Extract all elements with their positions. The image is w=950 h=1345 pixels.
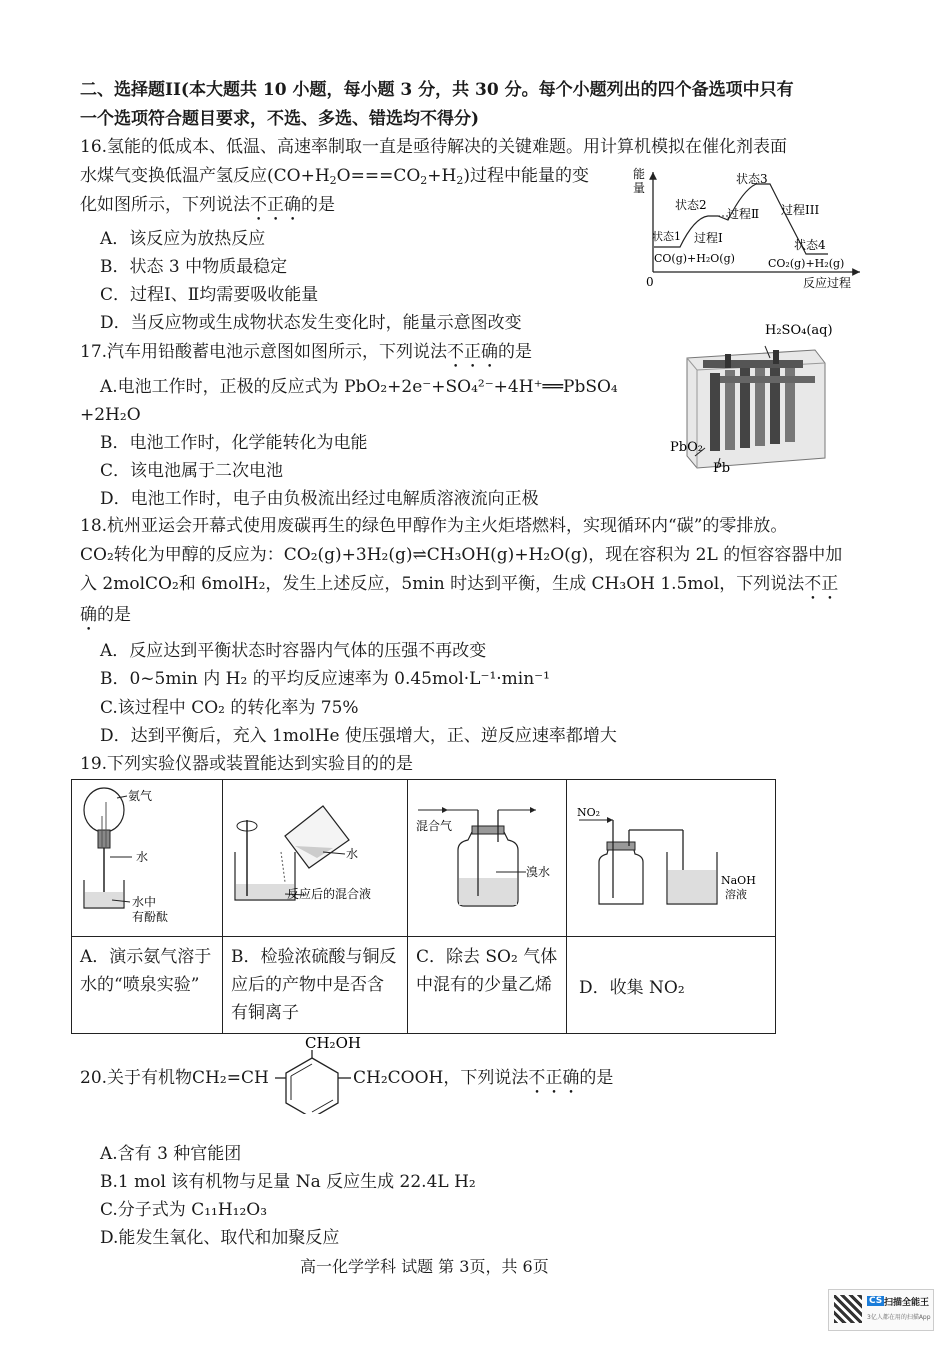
caption-b: B．检验浓硫酸与铜反应后的产物中是否含有铜离子 (231, 947, 397, 1023)
phen-label-1: 水中 (132, 895, 157, 909)
products-label: CO₂(g)+H₂(g) (768, 257, 845, 270)
caption-d: D．收集 NO₂ (579, 978, 685, 998)
q19-apparatus-table (71, 779, 776, 1034)
q16-stem-line3: 化如图所示，下列说法不正确的是 (80, 195, 335, 215)
ch2cooh-group: CH₂COOH (353, 1068, 444, 1088)
q20-option-c: C.分子式为 C₁₁H₁₂O₃ (100, 1200, 268, 1220)
water-label: 水 (136, 850, 149, 864)
scanner-watermark (828, 1289, 934, 1331)
reactants-label: CO(g)+H₂O(g) (654, 252, 735, 265)
q20-stem-left: 20.关于有机物CH₂=CH (80, 1068, 269, 1088)
caption-c-cell (408, 937, 567, 1034)
section-header-line1: 二、选择题II(本大题共 10 小题，每小题 3 分，共 30 分。每个小题列出的四个备选项中只有 (80, 80, 794, 100)
q16-option-b: B．状态 3 中物质最稳定 (100, 257, 288, 277)
q18-stem-line1: 18.杭州亚运会开幕式使用废碳再生的绿色甲醇作为主火炬塔燃料，实现循环内“碳”的零排放。 (80, 516, 788, 536)
emphasis-not-correct: 不正确 (447, 342, 499, 362)
naoh-label-1: NaOH (721, 874, 756, 887)
q17-option-a-line2: +2H₂O (80, 405, 141, 425)
q16-stem-line1: 16.氢能的低成本、低温、高速率制取一直是亟待解决的关键难题。用计算机模拟在催化剂表面 (80, 137, 788, 157)
page-footer: 高一化学学科 试题 第 3页，共 6页 (300, 1257, 549, 1276)
q16-option-a: A．该反应为放热反应 (100, 229, 266, 249)
emphasis-not-correct: 不正确 (250, 195, 301, 215)
q17-option-c: C．该电池属于二次电池 (100, 461, 284, 481)
fountain-apparatus (72, 780, 222, 932)
q20-option-b: B.1 mol 该有机物与足量 Na 反应生成 22.4L H₂ (100, 1172, 476, 1192)
fig-b-cell (223, 780, 408, 937)
x-label: 反应过程 (803, 276, 852, 290)
q18-stem-line2: CO₂转化为甲醇的反应为：CO₂(g)+3H₂(g)⇌CH₃OH(g)+H₂O(g)，现在容积为 2L 的恒容容器中加 (80, 545, 843, 565)
y-label-1: 能 (633, 167, 646, 181)
pbo2-label: PbO₂ (670, 440, 703, 455)
q20-option-d: D.能发生氧化、取代和加聚反应 (100, 1228, 340, 1248)
mixture-label: 反应后的混合液 (287, 887, 372, 901)
q19-stem: 19.下列实验仪器或装置能达到实验目的的是 (80, 754, 414, 774)
vinyl-group: CH₂=CH (192, 1068, 269, 1088)
origin-label: 0 (646, 275, 654, 289)
no2-label: NO₂ (577, 806, 601, 819)
q18-stem-line3: 入 2molCO₂和 6molH₂，发生上述反应，5min 时达到平衡，生成 CH₃OH 1.5mol，下列说法不正 (80, 574, 839, 594)
q16-option-d: D．当反应物或生成物状态发生变化时，能量示意图改变 (100, 313, 522, 333)
process2-label: 过程Ⅱ (727, 207, 760, 221)
q18-option-d: D．达到平衡后，充入 1molHe 使压强增大，正、逆反应速率都增大 (100, 726, 617, 746)
q18-option-a: A．反应达到平衡状态时容器内气体的压强不再改变 (100, 641, 487, 661)
q16-stem-line2: 水煤气变换低温产氢反应$(CO+H_2O===CO_2+H_2)$过程中能量的变 (80, 166, 589, 187)
state2-label: 状态2 (675, 198, 707, 212)
q16-option-c: C．过程Ⅰ、Ⅱ均需要吸收能量 (100, 285, 319, 305)
process1-label: 过程Ⅰ (694, 231, 723, 245)
q17-stem: 17.汽车用铅酸蓄电池示意图如图所示，下列说法不正确的是 (80, 342, 533, 362)
section-header-line2: 一个选项符合题目要求，不选、多选、错选均不得分) (80, 109, 480, 129)
process3-label: 过程III (781, 203, 820, 217)
fig-c-cell (408, 780, 567, 937)
phen-label-2: 有酚酞 (132, 910, 169, 924)
energy-diagram (628, 160, 868, 295)
naoh-label-2: 溶液 (725, 888, 747, 901)
state3-label: 状态3 (736, 172, 768, 186)
y-label-2: 量 (633, 181, 646, 195)
ch2oh-group: CH₂OH (305, 1034, 361, 1052)
mixed-gas-label: 混合气 (416, 819, 453, 833)
dilution-apparatus (223, 780, 407, 932)
ammonia-label: 氨气 (128, 789, 153, 803)
water-label: 水 (346, 847, 359, 861)
caption-a-cell (72, 937, 223, 1034)
q18-stem-line4: 确的是 (80, 605, 131, 625)
qr-code-icon (834, 1295, 862, 1323)
fig-a-cell (72, 780, 223, 937)
q20-option-a: A.含有 3 种官能团 (100, 1144, 242, 1164)
state4-label: 状态4 (794, 238, 826, 252)
state1-label: 状态1 (652, 230, 681, 243)
caption-d-cell (567, 937, 776, 1034)
q18-option-c: C.该过程中 CO₂ 的转化率为 75% (100, 698, 359, 718)
emphasis-not-correct: 不正 (804, 574, 839, 594)
no2-collection-apparatus (567, 780, 775, 932)
bromine-water-label: 溴水 (526, 865, 551, 879)
fig-d-cell (567, 780, 776, 937)
q17-option-a-line1: A.电池工作时，正极的反应式为 PbO₂+2e⁻+SO₄²⁻+4H⁺══PbSO₄ (100, 377, 618, 397)
caption-c: C．除去 SO₂ 气体中混有的少量乙烯 (416, 947, 558, 995)
pb-label: Pb (713, 461, 731, 476)
badge-title: 扫描全能王 (884, 1298, 930, 1308)
gas-washing-apparatus (408, 780, 566, 932)
q20-stem-right: CH₂COOH，下列说法不正确的是 (353, 1068, 614, 1088)
q17-option-d: D．电池工作时，电子由负极流出经过电解质溶液流向正极 (100, 489, 539, 509)
h2so4-label: H₂SO₄(aq) (765, 323, 833, 338)
caption-b-cell (223, 937, 408, 1034)
emphasis-not-correct: 不正确 (528, 1068, 580, 1088)
caption-a: A．演示氨气溶于水的“喷泉实验” (80, 947, 212, 995)
lead-acid-battery-figure (665, 318, 845, 480)
q17-option-b: B．电池工作时，化学能转化为电能 (100, 433, 368, 453)
q18-option-b: B．0~5min 内 H₂ 的平均反应速率为 0.45mol·L⁻¹·min⁻¹ (100, 669, 550, 689)
badge-subtitle: 3亿人都在用的扫描App (867, 1314, 931, 1321)
cs-logo: CS (869, 1296, 883, 1306)
